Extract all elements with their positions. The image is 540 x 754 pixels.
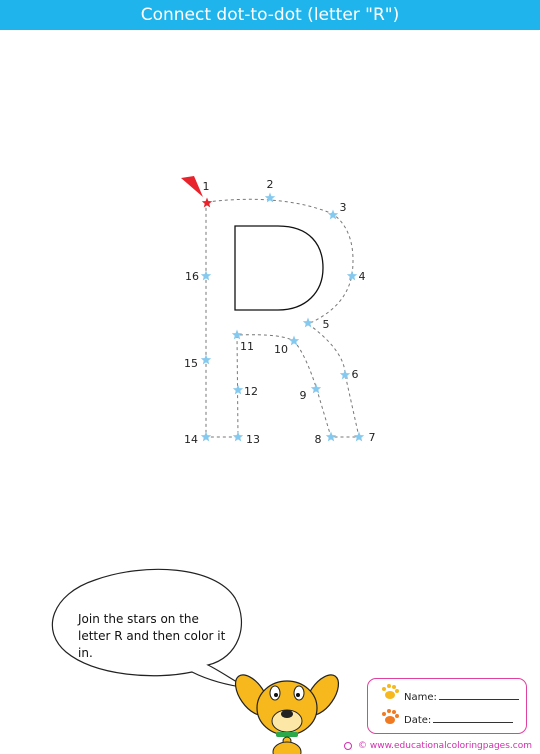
- dot-label-15: 15: [184, 357, 198, 370]
- dot-label-11: 11: [240, 340, 254, 353]
- name-label: Name:: [404, 692, 437, 703]
- dot-label-1: 1: [202, 180, 210, 193]
- dot-label-14: 14: [184, 433, 198, 446]
- date-line[interactable]: [433, 713, 513, 723]
- dot-label-5: 5: [322, 318, 330, 331]
- instructions-text: Join the stars on the letter R and then color it in.: [78, 612, 226, 660]
- dot-star-13: [233, 432, 243, 442]
- dot-label-6: 6: [351, 368, 359, 381]
- dot-star-3: [328, 210, 338, 220]
- dot-star-15: [201, 355, 211, 365]
- dot-star-1: [202, 198, 212, 208]
- start-pointer: [181, 176, 203, 197]
- dot-star-10: [289, 336, 299, 346]
- dot-star-12: [233, 385, 243, 395]
- page-title: Connect dot-to-dot (letter "R"): [0, 0, 540, 30]
- dot-label-12: 12: [244, 385, 258, 398]
- dot-label-9: 9: [299, 389, 307, 402]
- date-label: Date:: [404, 715, 432, 726]
- dot-star-16: [201, 271, 211, 281]
- dot-label-7: 7: [368, 431, 376, 444]
- dot-label-10: 10: [274, 343, 288, 356]
- dot-star-2: [265, 193, 275, 203]
- dashed-letter-outline: [206, 199, 359, 437]
- dot-label-4: 4: [358, 270, 366, 283]
- dot-star-5: [303, 318, 313, 328]
- name-line[interactable]: [439, 690, 519, 700]
- dot-star-6: [340, 370, 350, 380]
- dot-label-3: 3: [339, 201, 347, 214]
- dot-star-9: [311, 384, 321, 394]
- date-field[interactable]: [404, 713, 513, 726]
- name-field[interactable]: [404, 690, 519, 703]
- dot-label-8: 8: [314, 433, 322, 446]
- dot-label-16: 16: [185, 270, 199, 283]
- dot-label-2: 2: [266, 178, 274, 191]
- dot-star-14: [201, 432, 211, 442]
- dot-star-4: [347, 271, 357, 281]
- dot-label-13: 13: [246, 433, 260, 446]
- letter-bowl: [235, 226, 323, 310]
- dot-star-8: [326, 432, 336, 442]
- dot-star-7: [354, 432, 364, 442]
- dog-illustration: [229, 669, 345, 754]
- footer-website[interactable]: © www.educationalcoloringpages.com: [358, 741, 532, 751]
